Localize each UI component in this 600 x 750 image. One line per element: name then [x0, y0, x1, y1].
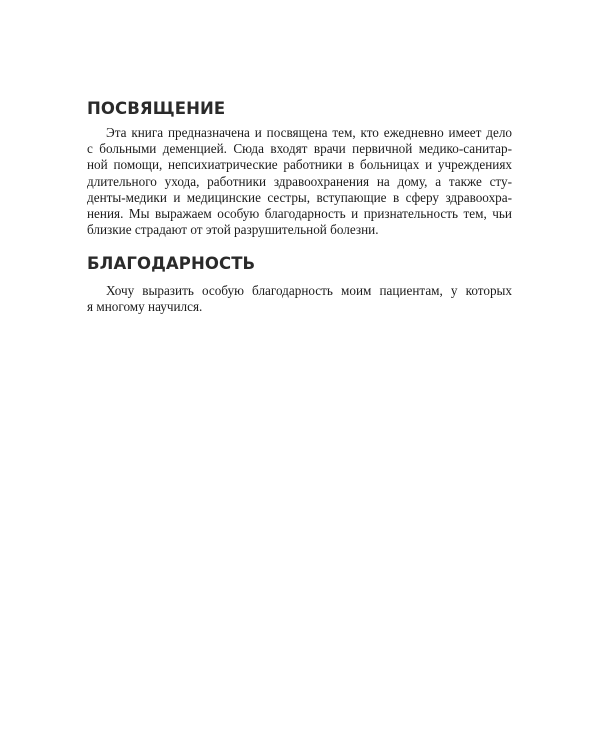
dedication-paragraph [87, 125, 512, 238]
dedication-line: Эта книга предназначена и посвящена тем, кто ежедневно имеет дело [106, 125, 512, 140]
dedication-section [87, 99, 512, 238]
dedication-line: длительного ухода, работники здравоохранения на дому, а также сту- [87, 173, 512, 189]
dedication-heading: ПОСВЯЩЕНИЕ [87, 99, 226, 118]
dedication-line: денты-медики и медицинские сестры, вступающие в сферу здравоохра- [87, 189, 512, 205]
dedication-line: близкие страдают от этой разрушительной болезни. [87, 222, 379, 238]
acknowledgment-section [87, 254, 512, 315]
acknowledgment-line: я многому научился. [87, 299, 203, 315]
acknowledgment-heading: БЛАГОДАРНОСТЬ [87, 254, 256, 273]
dedication-line: ной помощи, непсихиатрические работники в больницах и учреждениях [87, 157, 512, 173]
acknowledgment-line: Хочу выразить особую благодарность моим пациентам, у которых [106, 283, 512, 298]
acknowledgment-paragraph [87, 283, 512, 315]
dedication-line: с больными деменцией. Сюда входят врачи первичной медико-санитар- [87, 141, 512, 157]
dedication-line: нения. Мы выражаем особую благодарность и признательность тем, чьи [87, 206, 512, 222]
